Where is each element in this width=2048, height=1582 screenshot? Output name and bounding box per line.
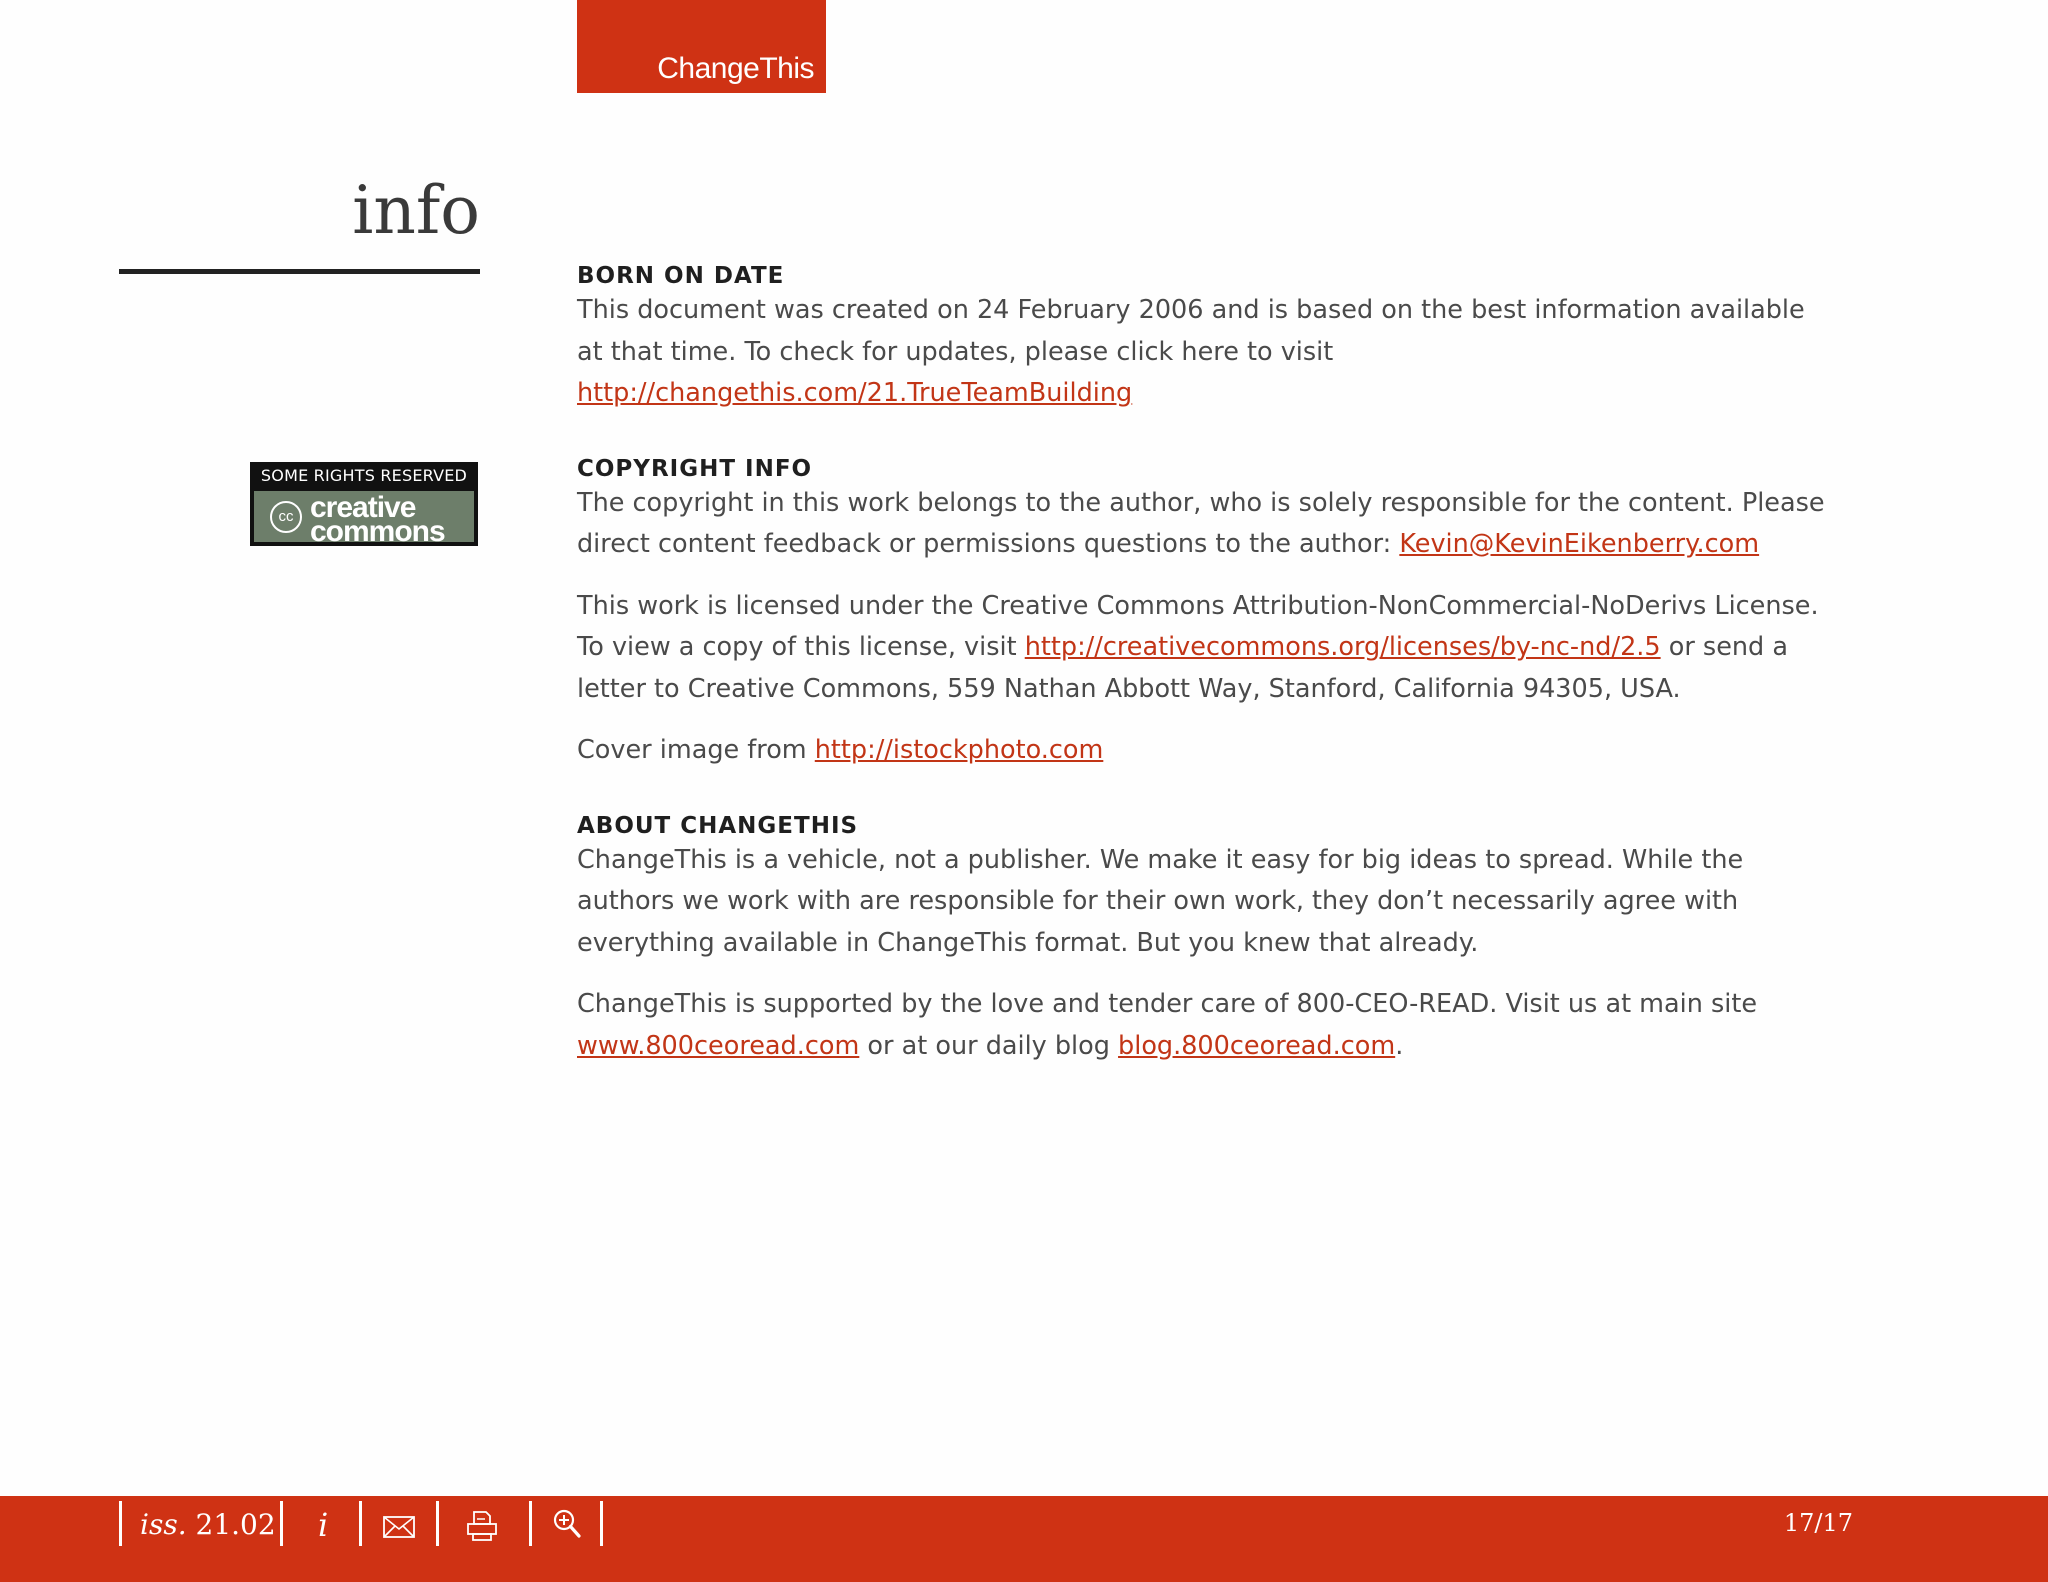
section-title: info [352,172,480,249]
cc-badge-logo [254,491,474,548]
born-on-date-heading: BORN ON DATE [577,263,785,289]
author-email-link[interactable]: Kevin@KevinEikenberry.com [1399,529,1760,559]
issue-number: iss. 21.02 [140,1508,276,1541]
footer-separator [119,1501,122,1546]
blog-link[interactable]: blog.800ceoread.com [1118,1030,1396,1061]
footer-separator [359,1501,362,1546]
cc-logo-icon: cc [270,501,302,533]
page-number: 17/17 [1783,1509,1853,1537]
copyright-heading: COPYRIGHT INFO [577,455,813,482]
footer-separator [436,1501,439,1546]
born-on-date-text: This document was created on 24 February 2006 and is based on the best information available at that time. To check for updates, please click here to visit http://changethis.com/21.TrueTeamBuilding [577,295,1805,408]
title-rule [119,269,480,274]
about-text: ChangeThis is a vehicle, not a publisher. We make it easy for big ideas to spread. While the authors we work with are responsible for their own work, they don’t necessarily agree with everything available in ChangeThis format. But you knew that already. [577,844,1744,958]
brand-name: ChangeThis [657,52,814,85]
update-link[interactable]: http://changethis.com/21.TrueTeamBuilding [577,378,1133,408]
main-site-link[interactable]: www.800ceoread.com [577,1030,860,1061]
cc-word-commons: commons [310,515,445,548]
footer-toolbar [0,1496,2048,1582]
zoom-icon[interactable] [552,1508,582,1544]
email-icon[interactable] [383,1516,415,1542]
cc-word-creative: creative [310,491,416,524]
footer-separator [600,1501,603,1546]
info-content [577,262,1827,1067]
footer-separator [280,1501,283,1546]
info-icon[interactable]: i [318,1506,329,1544]
license-link[interactable]: http://creativecommons.org/licenses/by-nc-nd/2.5 [1024,632,1661,662]
copyright-text: The copyright in this work belongs to the author, who is solely responsible for the content. Please direct content feedback or permissions questions to the author: Kevin@KevinEikenberry.com [577,487,1825,559]
brand-tab [577,0,826,93]
about-heading: ABOUT CHANGETHIS [577,812,859,839]
footer-separator [529,1501,532,1546]
cc-badge-top-text: SOME RIGHTS RESERVED [260,466,468,485]
creative-commons-badge[interactable] [250,462,478,546]
cover-image-text: Cover image from http://istockphoto.com [577,735,1104,765]
istockphoto-link[interactable]: http://istockphoto.com [814,735,1104,765]
license-text: This work is licensed under the Creative Commons Attribution-NonCommercial-NoDerivs License. To view a copy of this license, visit http://creativecommons.org/licenses/by-nc-nd/2.5 or send a letter to Creative Commons, 559 Nathan Abbott Way, Stanford, California 94305, USA. [577,590,1819,704]
print-icon[interactable] [466,1510,498,1546]
support-text: ChangeThis is supported by the love and tender care of 800-CEO-READ. Visit us at main site www.800ceoread.com or at our daily blog blog.800ceoread.com. [577,989,1758,1061]
